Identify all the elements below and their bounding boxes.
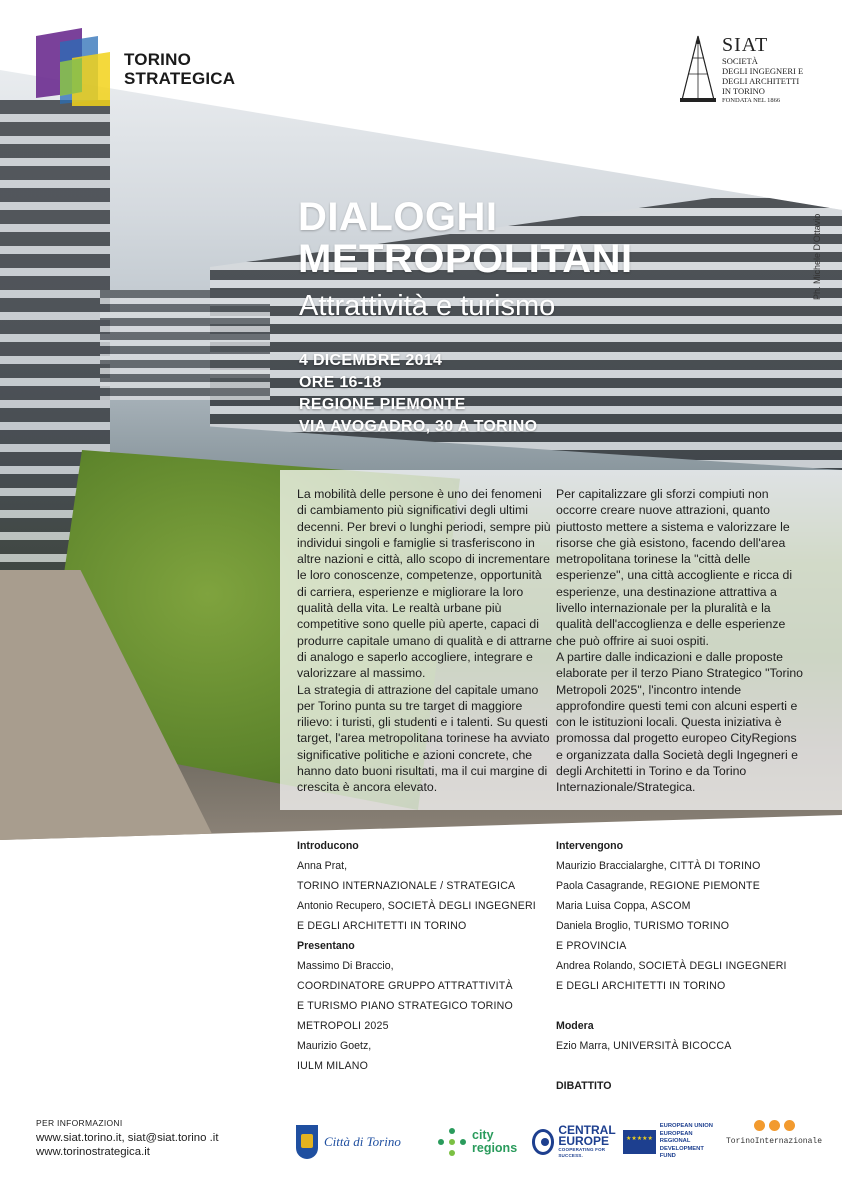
speaker-name: Daniela Broglio, (556, 920, 631, 932)
speaker-org: SOCIETÀ DEGLI INGEGNERI (387, 900, 536, 912)
speaker-entry (556, 916, 806, 936)
central-word: CENTRAL (558, 1123, 616, 1137)
speaker-name: Paola Casagrande, (556, 880, 647, 892)
speaker-org: REGIONE PIEMONTE (649, 880, 760, 892)
logo-line-2: STRATEGICA (124, 69, 236, 88)
cityregions-word-1: city (472, 1128, 494, 1142)
torino-internazionale-text: TorinoInternazionale (725, 1137, 822, 1146)
eu-line-1: EUROPEAN UNION (659, 1123, 713, 1130)
eu-logo (623, 1120, 719, 1164)
siat-line-1: SOCIETÀ (722, 56, 758, 66)
siat-line-4: IN TORINO (722, 86, 765, 96)
speaker-org: METROPOLI 2025 (297, 1020, 389, 1032)
body-paragraph: La mobilità delle persone è uno dei fenomeni di cambiamento più significativi degli ultimi decenni. Per brevi o lunghi periodi, sempre più individui singoli e famiglie si trasferiscono in altre nazioni e città, allo scopo di incrementare le loro conoscenze, competenze, opportunità di carriera, esperienze e migliorare la loro qualità della vita. Le realtà urbane più competitive sono quelle più aperte, capaci di produrre capitale umano di qualità e di attrarne di analogo e saperlo accogliere, integrare e valorizzare al massimo. (297, 487, 552, 681)
speaker-entry (556, 896, 806, 916)
body-paragraph: La strategia di attrazione del capitale umano per Torino punta su tre target di maggiore rilievo: i turisti, gli studenti e i talenti. Su questi target, l'area metropolitana torinese ha avviato significative politiche e azioni concrete, che hanno dato buoni risultati, ma il cui margine di crescita è ancora elevato. (297, 682, 550, 795)
body-column-right (556, 486, 806, 796)
event-address: VIA AVOGADRO, 30 A TORINO (299, 418, 538, 435)
contact-info (36, 1116, 218, 1160)
speaker-name: Maurizio Braccialarghe, (556, 860, 667, 872)
section-heading: Introducono (297, 840, 359, 852)
speaker-name: Andrea Rolando, (556, 960, 636, 972)
speakers-right (556, 836, 806, 1096)
speaker-org: IULM MILANO (297, 1060, 369, 1072)
speaker-entry (556, 876, 806, 896)
speaker-org: SOCIETÀ DEGLI INGEGNERI (638, 960, 787, 972)
eu-line-3: DEVELOPMENT FUND (659, 1145, 704, 1160)
eu-flag-icon (623, 1130, 656, 1154)
event-time: ORE 16-18 (299, 374, 382, 391)
speaker-org: COORDINATORE GRUPPO ATTRATTIVITÀ (297, 980, 513, 992)
central-europe-text (558, 1125, 618, 1159)
speaker-name: Massimo Di Braccio, (297, 960, 394, 972)
building-middle (100, 290, 270, 400)
central-europe-globe-icon (532, 1129, 554, 1155)
siat-subtitle (722, 56, 818, 106)
speaker-name: Maurizio Goetz, (297, 1040, 372, 1052)
siat-line-3: DEGLI ARCHITETTI (722, 76, 800, 86)
citta-di-torino-logo (296, 1120, 424, 1164)
speakers-left (297, 836, 537, 1076)
siat-tower-icon (678, 34, 718, 104)
siat-founded: FONDATA NEL 1866 (722, 97, 781, 104)
speaker-entry (556, 956, 806, 976)
speaker-entry (556, 856, 806, 876)
speaker-org: TORINO INTERNAZIONALE / STRATEGICA (297, 880, 516, 892)
torino-strategica-logo (124, 50, 235, 88)
eu-line-2: EUROPEAN REGIONAL (659, 1130, 693, 1145)
speaker-name: Anna Prat, (297, 860, 348, 872)
speaker-name: Antonio Recupero, (297, 900, 385, 912)
speaker-org: E DEGLI ARCHITETTI IN TORINO (297, 920, 467, 932)
photo-credit: Ph. Michele D'Ottavio (812, 213, 822, 300)
speaker-entry (297, 896, 537, 916)
logo-line-1: TORINO (124, 50, 192, 69)
speaker-org: E PROVINCIA (556, 940, 627, 952)
body-column-left (297, 486, 553, 796)
speaker-name: Maria Luisa Coppa, (556, 900, 648, 912)
title-line-1: DIALOGHI (298, 195, 498, 239)
section-heading: Presentano (297, 940, 355, 952)
event-subtitle: Attrattività e turismo (299, 290, 556, 322)
torino-internazionale-dots-icon (754, 1120, 795, 1131)
speaker-name: Ezio Marra, (556, 1040, 611, 1052)
torino-strategica-logo-icon (36, 28, 110, 106)
body-paragraph: Per capitalizzare gli sforzi compiuti non occorre creare nuove attrazioni, quanto piuttosto mettere a sistema e valorizzare le risorse che già esistono, facendo dell'area metropolitana torinese la "città delle esperienze", una città accogliente e ricca di esperienze, una destinazione attrattiva a livello internazionale per la pluralità e la qualità dell'accoglienza e delle esperienze che può offrire ai suoi ospiti. (556, 487, 793, 648)
europe-word: EUROPE (558, 1134, 610, 1148)
speaker-org: E DEGLI ARCHITETTI IN TORINO (556, 980, 726, 992)
speaker-org: E TURISMO PIANO STRATEGICO TORINO (297, 1000, 513, 1012)
spacer (556, 996, 806, 1016)
torino-logo-text: Città di Torino (324, 1134, 401, 1149)
torino-internazionale-logo (724, 1120, 824, 1164)
spacer (556, 1056, 806, 1076)
siat-title: SIAT (722, 34, 769, 56)
body-paragraph: A partire dalle indicazioni e dalle proposte elaborate per il terzo Piano Strategico "Torino Metropoli 2025", l'incontro intende approfondire questi temi con alcuni esperti e con le istituzioni locali. Questa iniziativa è promossa dal progetto europeo CityRegions e organizzata dalla Società degli Ingegneri e degli Architetti in Torino e da Torino Internazionale/Strategica. (556, 649, 804, 795)
speaker-org: ASCOM (650, 900, 691, 912)
speaker-org: TURISMO TORINO (633, 920, 730, 932)
central-europe-tagline: COOPERATING FOR SUCCESS. (558, 1147, 606, 1158)
info-link[interactable]: www.siat.torino.it, siat@siat.torino .it (36, 1131, 219, 1144)
debate-label: DIBATTITO (556, 1080, 612, 1092)
event-date: 4 DICEMBRE 2014 (299, 352, 443, 369)
siat-logo (678, 34, 818, 106)
cityregions-logo (438, 1120, 528, 1164)
speaker-org: CITTÀ DI TORINO (669, 860, 761, 872)
cityregions-word-2: regions (472, 1141, 518, 1155)
cityregions-dots-icon (438, 1128, 466, 1156)
title-line-2: METROPOLITANI (298, 237, 633, 281)
speaker-entry (556, 1036, 806, 1056)
section-heading: Intervengono (556, 840, 624, 852)
info-label: PER INFORMAZIONI (36, 1118, 123, 1128)
cityregions-text (472, 1129, 517, 1155)
central-europe-logo (532, 1120, 618, 1164)
speaker-org: UNIVERSITÀ BICOCCA (613, 1040, 732, 1052)
section-heading: Modera (556, 1020, 594, 1032)
torino-crest-icon (296, 1125, 318, 1159)
eu-text (660, 1123, 719, 1161)
event-venue: REGIONE PIEMONTE (299, 396, 466, 413)
info-link[interactable]: www.torinostrategica.it (36, 1146, 150, 1158)
event-title (298, 196, 633, 280)
siat-line-2: DEGLI INGEGNERI E (722, 66, 804, 76)
event-details (299, 350, 537, 438)
